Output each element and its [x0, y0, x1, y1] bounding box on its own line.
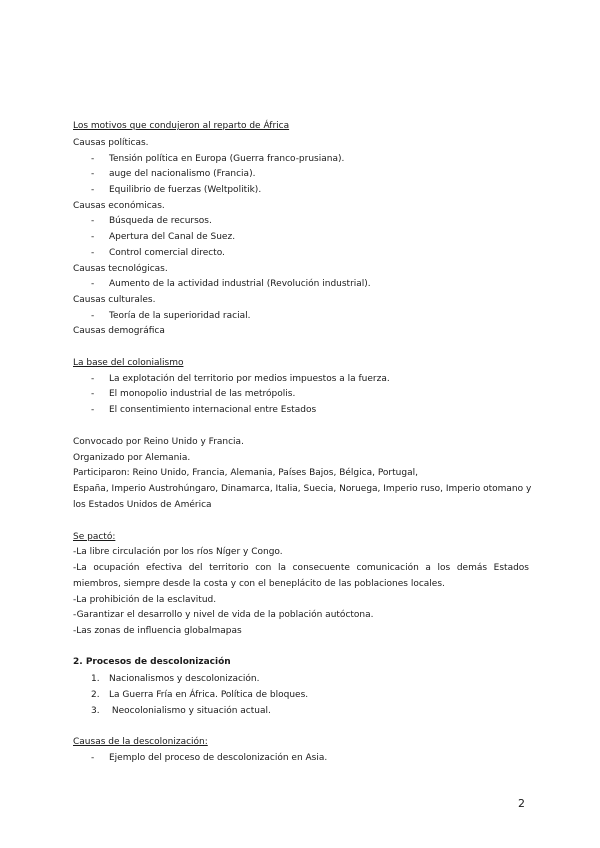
list-item: Apertura del Canal de Suez. — [109, 232, 236, 242]
heading-procesos-descolonizacion: 2. Procesos de descolonización — [73, 657, 231, 667]
list-number: 3. — [91, 706, 100, 716]
list-dash: - — [91, 374, 95, 384]
list-number: 2. — [91, 690, 100, 700]
list-dash: - — [91, 232, 95, 242]
heading-reparto-africa: Los motivos que condujeron al reparto de África — [73, 121, 290, 131]
list-dash: - — [91, 753, 95, 763]
list-dash: - — [91, 405, 95, 415]
list-dash: - — [91, 248, 95, 258]
list-item: auge del nacionalismo (Francia). — [109, 169, 256, 179]
list-dash: - — [91, 279, 95, 289]
paragraph-line: los Estados Unidos de América — [73, 500, 212, 510]
paragraph-line: Convocado por Reino Unido y Francia. — [73, 437, 244, 447]
list-dash: - — [91, 216, 95, 226]
list-item: La explotación del territorio por medios impuestos a la fuerza. — [109, 374, 390, 384]
paragraph-line: Organizado por Alemania. — [73, 453, 191, 463]
group-label-economicas: Causas económicas. — [73, 201, 165, 211]
list-dash: - — [91, 389, 95, 399]
paragraph-line: España, Imperio Austrohúngaro, Dinamarca, Italia, Suecia, Noruega, Imperio ruso, Imperio otomano y — [73, 484, 532, 494]
list-item: Teoría de la superioridad racial. — [109, 311, 251, 321]
page-number: 2 — [518, 797, 525, 810]
list-item: Equilibrio de fuerzas (Weltpolitik). — [109, 185, 262, 195]
list-item: El monopolio industrial de las metrópolis. — [109, 389, 296, 399]
list-item: Nacionalismos y descolonización. — [109, 674, 260, 684]
list-item: La Guerra Fría en África. Política de bloques. — [109, 690, 309, 700]
heading-se-pacto: Se pactó: — [73, 532, 116, 542]
list-item: Aumento de la actividad industrial (Revolución industrial). — [109, 279, 371, 289]
list-number: 1. — [91, 674, 100, 684]
list-item: Tensión política en Europa (Guerra franco-prusiana). — [109, 154, 345, 164]
list-dash: - — [91, 169, 95, 179]
paragraph-line: miembros, siempre desde la costa y con el beneplácito de las poblaciones locales. — [73, 579, 445, 589]
list-dash: - — [91, 311, 95, 321]
paragraph-line: -La prohibición de la esclavitud. — [73, 595, 217, 605]
list-item: El consentimiento internacional entre Estados — [109, 405, 317, 415]
group-label-demografica: Causas demográfica — [73, 326, 165, 336]
list-item: Control comercial directo. — [109, 248, 225, 258]
group-label-politicas: Causas políticas. — [73, 138, 149, 148]
heading-causas-descolonizacion: Causas de la descolonización: — [73, 737, 208, 747]
list-dash: - — [91, 154, 95, 164]
list-item: Búsqueda de recursos. — [109, 216, 212, 226]
paragraph-line: Participaron: Reino Unido, Francia, Alemania, Países Bajos, Bélgica, Portugal, — [73, 468, 418, 478]
group-label-culturales: Causas culturales. — [73, 295, 156, 305]
list-dash: - — [91, 185, 95, 195]
paragraph-line: -Garantizar el desarrollo y nivel de vida de la población autóctona. — [73, 610, 374, 620]
list-item: Ejemplo del proceso de descolonización en Asia. — [109, 753, 328, 763]
group-label-tecnologicas: Causas tecnológicas. — [73, 264, 168, 274]
paragraph-line: -La ocupación efectiva del territorio con la consecuente comunicación a los demás Estados — [73, 563, 529, 573]
list-item: Neocolonialismo y situación actual. — [109, 706, 271, 716]
heading-base-colonialismo: La base del colonialismo — [73, 358, 184, 368]
paragraph-line: -La libre circulación por los ríos Níger y Congo. — [73, 547, 283, 557]
paragraph-line: -Las zonas de influencia globalmapas — [73, 626, 242, 636]
